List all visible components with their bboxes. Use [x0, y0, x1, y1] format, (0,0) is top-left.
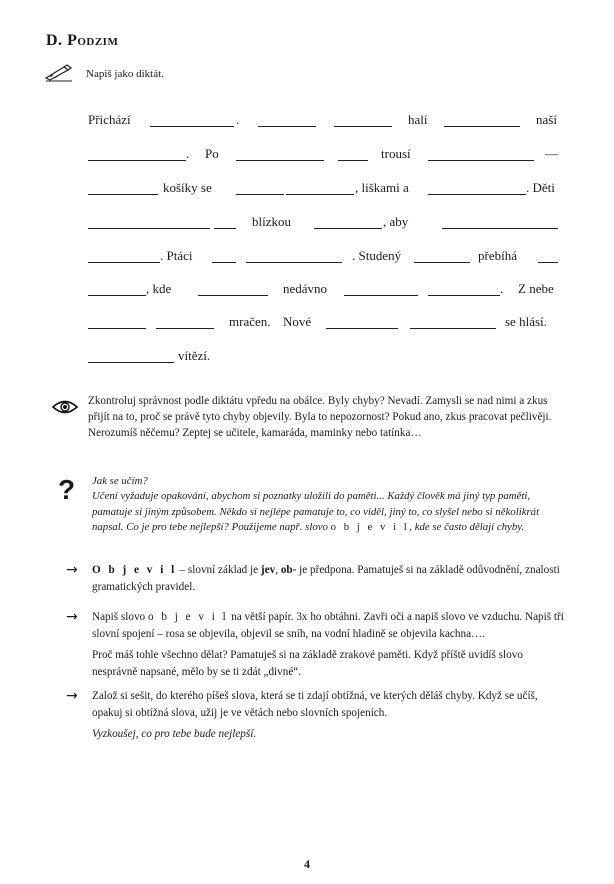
word: , aby: [383, 214, 409, 229]
try-note: Vyzkoušej, co pro tebe bude nejlepší.: [92, 728, 257, 740]
check-paragraph: Zkontroluj správnost podle diktátu vpředu na obálce. Byly chyby? Nevadí. Zamysli se nad nimi a zkus přijít na to, proč se právě tyto chyby objevily. Byla to nepozornost? Pokud ano, zkus pracovat pečlivěji. Nerozumíš něčemu? Zeptej se učitele, kamaráda, maminky nebo tatínka…: [88, 395, 552, 439]
section-title: D. Podzim: [46, 32, 119, 49]
blank[interactable]: [428, 194, 526, 195]
instruction-text: Napiš jako diktát.: [86, 68, 164, 80]
blank[interactable]: [428, 295, 500, 296]
blank[interactable]: [444, 126, 520, 127]
word: naší: [536, 112, 557, 127]
word: blízkou: [252, 214, 291, 229]
blank[interactable]: [326, 328, 398, 329]
page-number: 4: [304, 857, 310, 871]
blank[interactable]: [442, 228, 558, 229]
word: vítězí.: [178, 348, 211, 363]
blank[interactable]: [150, 126, 234, 127]
blank[interactable]: [212, 262, 236, 263]
word: , liškami a: [355, 180, 409, 195]
blank[interactable]: [428, 160, 534, 161]
word: nedávno: [283, 281, 328, 296]
word: halí: [408, 112, 428, 127]
blank[interactable]: [286, 194, 354, 195]
dictation-line: [0, 180, 614, 200]
word: trousí: [381, 146, 411, 161]
word: přebíhá: [478, 248, 517, 263]
dictation-line: [0, 314, 614, 334]
blank[interactable]: [236, 194, 284, 195]
word: mračen.: [229, 314, 271, 329]
arrow-right-icon: →: [66, 609, 78, 625]
blank[interactable]: [198, 295, 268, 296]
blank[interactable]: [88, 262, 160, 263]
dictation-line: [0, 348, 614, 368]
word: —: [545, 146, 558, 161]
blank[interactable]: [88, 228, 210, 229]
word: . Ptáci: [160, 248, 193, 263]
word: se hlásí.: [505, 314, 547, 329]
word: Nové: [283, 314, 312, 329]
dictation-line: [0, 146, 614, 166]
tip-explanation: Proč máš tohle všechno dělat? Pamatuješ si na základě zrakové paměti. Když příště uvidíš slovo nesprávně napsané, mělo by se ti zdát „divné“.: [92, 649, 523, 678]
word: .: [236, 112, 240, 127]
arrow-right-icon: →: [66, 688, 78, 704]
arrow-right-icon: →: [66, 562, 78, 578]
blank[interactable]: [414, 262, 470, 263]
learning-note: [92, 474, 570, 536]
blank[interactable]: [538, 262, 558, 263]
dictation-line: [0, 281, 614, 301]
blank[interactable]: [88, 295, 146, 296]
tip-paragraph: O b j e v i l – slovní základ je jev, ob- je předpona. Pamatuješ si na základě odůvodnění, znalosti gramatických pravidel.: [92, 564, 560, 593]
learning-text: Učení vyžaduje opakování, abychom si poznatky uložili do paměti... Každý člověk má jiný typ paměti, pamatuje si jiným způsobem. Někdo si nejlépe pamatuje to, co viděl, jiný to, co slyšel nebo si několikrát napsal. Co je pro tebe nejlepší? Použijeme např. slovo o b j e v i l, kde se často dělají chyby.: [92, 490, 540, 534]
question-mark-icon: ?: [58, 474, 76, 505]
pen-writing-icon: [44, 64, 74, 82]
blank[interactable]: [246, 262, 342, 263]
word: Po: [205, 146, 219, 161]
blank[interactable]: [338, 160, 368, 161]
blank[interactable]: [88, 160, 186, 161]
tip-paragraph: Napiš slovo o b j e v i l na větší papír. 3x ho obtáhni. Zavři oči a napiš slovo ve vzduchu. Napiš tři slovní spojení – rosa se objevila, objevil se sníh, na vodní hladině se objevila kachna….: [92, 611, 564, 640]
blank[interactable]: [236, 160, 324, 161]
learning-title: Jak se učím?: [92, 475, 148, 487]
blank[interactable]: [410, 328, 496, 329]
word: , kde: [146, 281, 172, 296]
tip-paragraph: Založ si sešit, do kterého píšeš slova, která se ti zdají obtížná, ve kterých děláš chyby. Když se učíš, opakuj si obtížná slova, užij je ve větách nebo slovních spojeních.: [92, 690, 538, 719]
dictation-line: [0, 214, 614, 234]
blank[interactable]: [258, 126, 316, 127]
word: . Děti: [526, 180, 555, 195]
blank[interactable]: [334, 126, 392, 127]
word: košíky se: [163, 180, 212, 195]
blank[interactable]: [344, 295, 418, 296]
blank[interactable]: [156, 328, 214, 329]
word: . Studený: [352, 248, 402, 263]
word: Z nebe: [518, 281, 554, 296]
blank[interactable]: [88, 362, 174, 363]
word: .: [186, 146, 190, 161]
blank[interactable]: [88, 328, 146, 329]
word: .: [500, 281, 504, 296]
eye-icon: [52, 400, 78, 414]
word: Přichází: [88, 112, 131, 127]
blank[interactable]: [88, 194, 158, 195]
dictation-line: [0, 112, 614, 132]
blank[interactable]: [214, 228, 236, 229]
blank[interactable]: [314, 228, 382, 229]
dictation-line: [0, 248, 614, 268]
